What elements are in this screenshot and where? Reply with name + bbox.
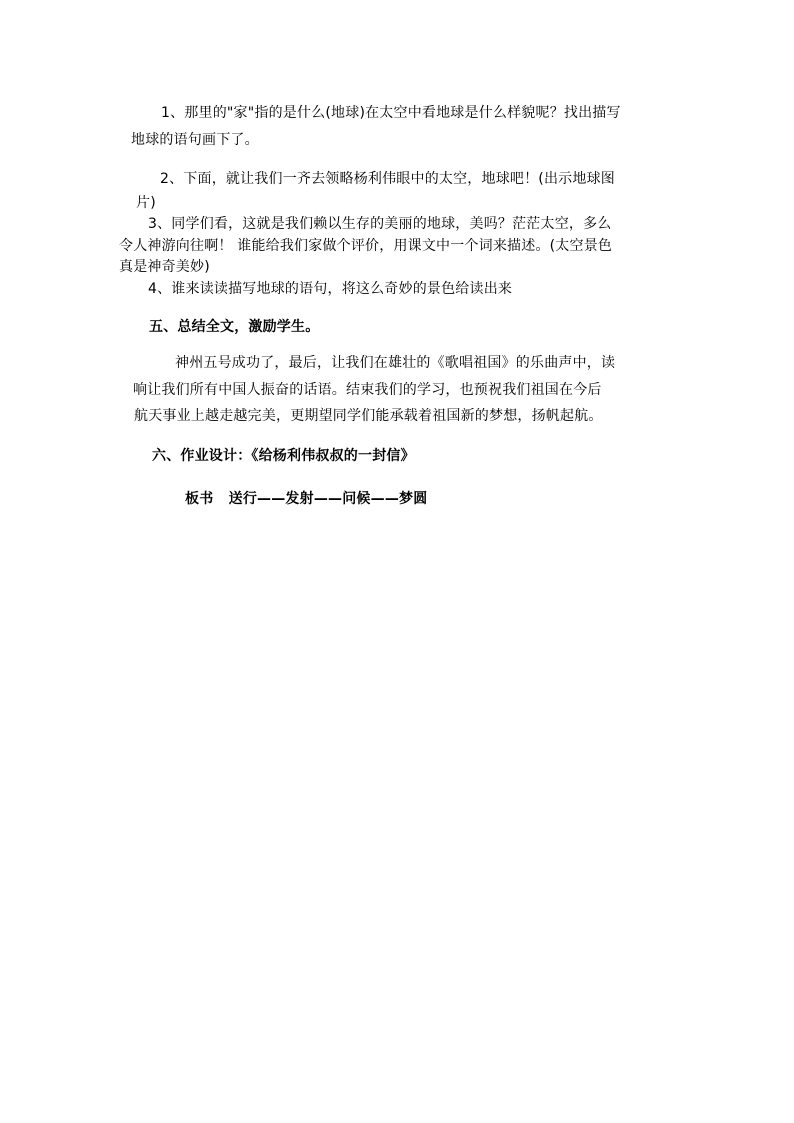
section-5-heading: 五、总结全文，激励学生。 bbox=[149, 319, 320, 335]
section-5-line-1: 神州五号成功了，最后，让我们在雄壮的《歌唱祖国》的乐曲声中，读 bbox=[175, 355, 616, 371]
item-2-line-2: 片) bbox=[136, 195, 156, 211]
item-2-line-1: 2、下面，就让我们一齐去领略杨利伟眼中的太空，地球吧！(出示地球图 bbox=[160, 171, 615, 187]
item-3-line-1: 3、同学们看，这就是我们赖以生存的美丽的地球，美吗？茫茫太空，多么 bbox=[148, 216, 612, 232]
board-summary: 板书 送行——发射——问候——梦圆 bbox=[185, 491, 428, 507]
item-4: 4、谁来读读描写地球的语句，将这么奇妙的景色给读出来 bbox=[148, 281, 513, 297]
section-5-line-2: 响让我们所有中国人振奋的话语。结束我们的学习，也预祝我们祖国在今后 bbox=[133, 382, 602, 398]
item-1-line-2: 地球的语句画下了。 bbox=[131, 132, 259, 148]
section-5-line-3: 航天事业上越走越完美，更期望同学们能承载着祖国新的梦想，扬帆起航。 bbox=[134, 408, 603, 424]
item-3-line-2: 令人神游向往啊！ 谁能给我们家做个评价，用课文中一个词来描述。(太空景色 bbox=[119, 238, 613, 254]
item-1-line-1: 1、那里的"家"指的是什么(地球)在太空中看地球是什么样貌呢？找出描写 bbox=[161, 105, 621, 121]
section-6-heading: 六、作业设计：《给杨利伟叔叔的一封信》 bbox=[152, 448, 415, 464]
item-3-line-3: 真是神奇美妙) bbox=[119, 259, 210, 275]
